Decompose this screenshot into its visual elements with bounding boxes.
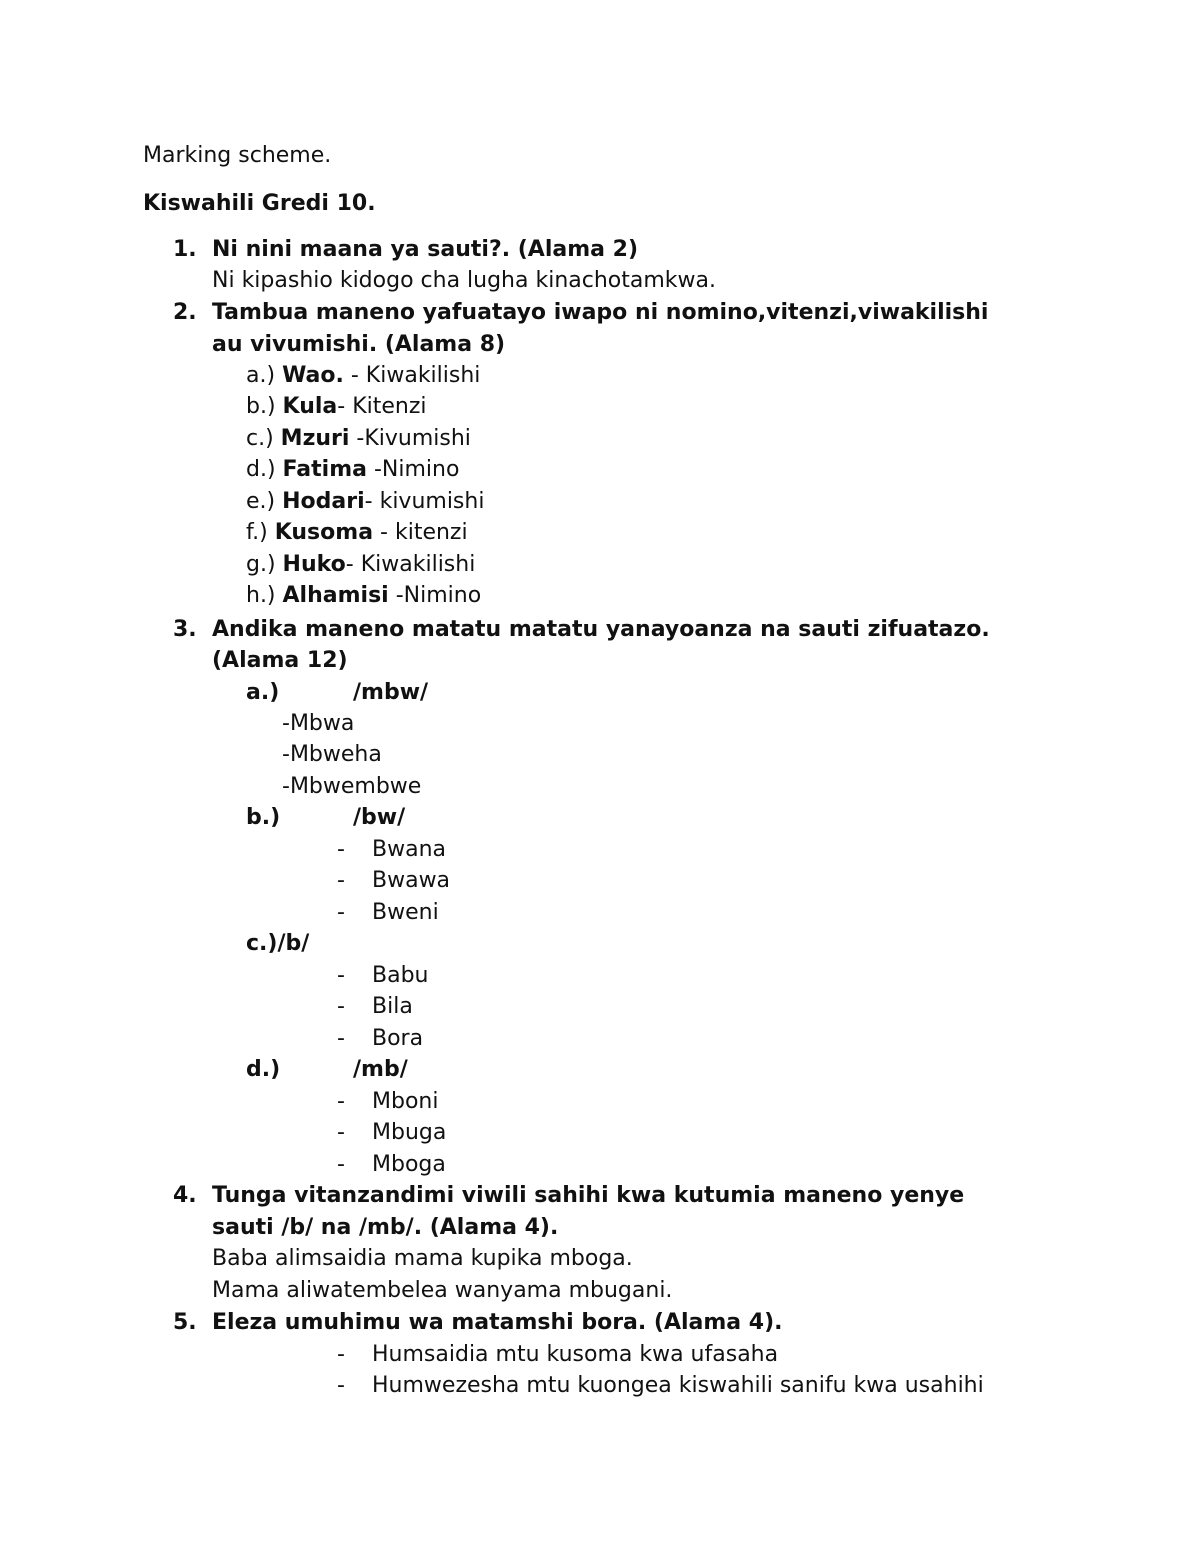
list-item: f.) Kusoma - kitenzi — [246, 520, 468, 545]
q3d-sound: /mb/ — [353, 1057, 408, 1082]
q1-question: Ni nini maana ya sauti?. (Alama 2) — [212, 237, 639, 262]
q3-question-line1: Andika maneno matatu matatu yanayoanza na sauti zifuatazo. — [212, 617, 990, 642]
q4-question-line1: Tunga vitanzandimi viwili sahihi kwa kutumia maneno yenye — [212, 1183, 965, 1208]
list-item: Bwawa — [372, 868, 451, 893]
list-item: Bora — [372, 1026, 424, 1051]
q5-answer-1: Humsaidia mtu kusoma kwa ufasaha — [372, 1342, 779, 1367]
list-item: -Mbweha — [282, 742, 382, 767]
list-bullet: - — [337, 1026, 345, 1051]
list-bullet: - — [337, 994, 345, 1019]
list-bullet: - — [337, 1089, 345, 1114]
q1-answer: Ni kipashio kidogo cha lugha kinachotamkwa. — [212, 268, 717, 293]
q3-number: 3. — [173, 617, 197, 642]
list-item: -Mbwa — [282, 711, 355, 736]
list-item: Babu — [372, 963, 429, 988]
list-item: Bwana — [372, 837, 446, 862]
q2-question-line1: Tambua maneno yafuatayo iwapo ni nomino,vitenzi,viwakilishi — [212, 300, 989, 325]
q3b-label: b.) — [246, 805, 281, 830]
list-bullet: - — [337, 963, 345, 988]
q3a-sound: /mbw/ — [353, 680, 429, 705]
list-item: c.) Mzuri -Kivumishi — [246, 426, 471, 451]
list-item: Mbuga — [372, 1120, 447, 1145]
q5-number: 5. — [173, 1310, 197, 1335]
list-bullet: - — [337, 868, 345, 893]
list-bullet: - — [337, 1342, 345, 1367]
q3-question-line2: (Alama 12) — [212, 648, 348, 673]
list-item: a.) Wao. - Kiwakilishi — [246, 363, 481, 388]
q3c-label: c.)/b/ — [246, 931, 310, 956]
q5-question: Eleza umuhimu wa matamshi bora. (Alama 4). — [212, 1310, 783, 1335]
list-item: b.) Kula- Kitenzi — [246, 394, 427, 419]
list-item: -Mbwembwe — [282, 774, 422, 799]
q4-number: 4. — [173, 1183, 197, 1208]
q4-answer-2: Mama aliwatembelea wanyama mbugani. — [212, 1278, 673, 1303]
list-bullet: - — [337, 1152, 345, 1177]
list-item: Mboni — [372, 1089, 439, 1114]
list-item: h.) Alhamisi -Nimino — [246, 583, 482, 608]
list-item: e.) Hodari- kivumishi — [246, 489, 485, 514]
q3d-label: d.) — [246, 1057, 281, 1082]
list-bullet: - — [337, 900, 345, 925]
q2-question-line2: au vivumishi. (Alama 8) — [212, 332, 506, 357]
list-item: g.) Huko- Kiwakilishi — [246, 552, 476, 577]
list-bullet: - — [337, 1373, 345, 1398]
list-item: Bweni — [372, 900, 439, 925]
list-bullet: - — [337, 1120, 345, 1145]
q5-answer-2: Humwezesha mtu kuongea kiswahili sanifu kwa usahihi — [372, 1373, 984, 1398]
subject-title: Kiswahili Gredi 10. — [143, 191, 376, 216]
document-header: Marking scheme. — [143, 143, 332, 168]
q1-number: 1. — [173, 237, 197, 262]
q4-question-line2: sauti /b/ na /mb/. (Alama 4). — [212, 1215, 559, 1240]
q2-number: 2. — [173, 300, 197, 325]
q3b-sound: /bw/ — [353, 805, 406, 830]
q4-answer-1: Baba alimsaidia mama kupika mboga. — [212, 1246, 633, 1271]
list-item: Mboga — [372, 1152, 446, 1177]
list-item: Bila — [372, 994, 413, 1019]
list-bullet: - — [337, 837, 345, 862]
list-item: d.) Fatima -Nimino — [246, 457, 460, 482]
q3a-label: a.) — [246, 680, 280, 705]
